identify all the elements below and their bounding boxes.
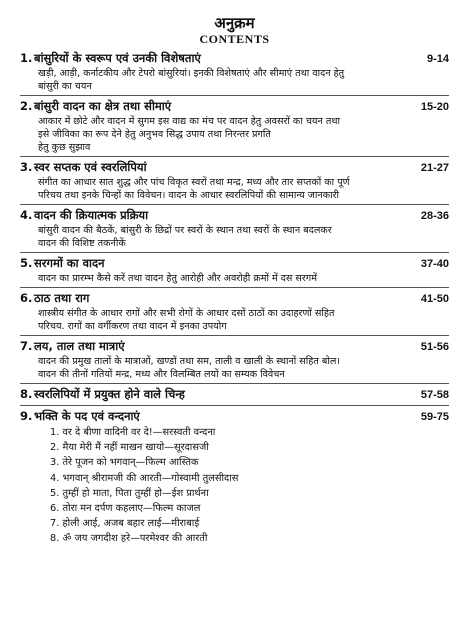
section-page-range: 28-36: [420, 210, 449, 222]
section-title: बांसुरियों के स्वरूप एवं उनकी विशेषताएं: [34, 51, 201, 65]
section-number: 8.: [20, 387, 33, 401]
section-number: 5.: [20, 256, 33, 270]
section-description: [20, 307, 449, 333]
toc-section: [20, 160, 449, 205]
toc-section-heading: [20, 256, 449, 272]
toc-section-heading: [20, 291, 449, 307]
description-line: वादन का प्रारम्भ कैसे करें तथा वादन हेतु आरोही और अवरोही क्रमों में दस सरगमें: [38, 273, 317, 284]
section-page-range: 59-75: [420, 411, 449, 423]
toc-section: [20, 51, 449, 96]
song-item: 8. ॐ जय जगदीश हरे—परमेश्वर की आरती: [50, 533, 208, 545]
description-line: वादन की प्रमुख तालों के मात्राओं, खण्डों तथा सम, ताली व खाली के स्थानों सहित बोल।: [38, 356, 340, 367]
toc-section: [20, 409, 449, 549]
description-line: परिचय. रागों का वर्गीकरण तथा वादन में इनका उपयोग: [38, 321, 227, 332]
description-line: वादन की विशिष्ट तकनीकें: [38, 238, 126, 249]
description-line: संगीत का आधार सात शुद्ध और पांच विकृत स्वरों तथा मन्द्र, मध्य और तार सप्तकों का पूर्ण: [38, 177, 350, 188]
description-line: हेतु कुछ सुझाव: [38, 142, 91, 153]
toc-list: [20, 51, 449, 549]
section-page-range: 51-56: [420, 341, 449, 353]
toc-section-heading: [20, 99, 449, 115]
description-line: वादन की तीनों गतियों मन्द्र, मध्य और विलम्बित लयों का सम्यक विवेचन: [38, 369, 285, 380]
song-item: 1. वर दे बीणा वादिनी वर दे!—सरस्वती वन्दना: [50, 427, 216, 438]
section-title: वादन की क्रियात्मक प्रक्रिया: [34, 208, 149, 222]
toc-section-heading: [20, 160, 449, 176]
section-page-range: 21-27: [420, 162, 449, 174]
section-title: स्वर सप्तक एवं स्वरलिपियां: [34, 160, 147, 174]
section-description: [20, 176, 449, 202]
section-number: 2.: [20, 99, 33, 113]
song-item: 7. होली आई, अजब बहार लाई—मीराबाई: [50, 518, 200, 530]
section-page-range: 15-20: [420, 101, 449, 113]
song-item: 4. भगवान् श्रीरामजी की आरती—गोस्वामी तुलसीदास: [50, 472, 239, 484]
title-english: CONTENTS: [199, 32, 270, 46]
toc-section-heading: [20, 387, 449, 403]
toc-section: [20, 387, 449, 406]
song-list: [20, 425, 449, 547]
description-line: परिचय तथा इनके चिन्हों का विवेचन। वादन के आधार स्वरलिपियों की सामान्य जानकारी: [38, 190, 339, 201]
description-line: खड़ी, आड़ी, कर्नाटकीय और टेपरो बांसुरियां। इनकी विशेषताएं और सीमाएं तथा वादन हेतु: [38, 68, 345, 79]
section-description: [20, 355, 449, 381]
section-page-range: 9-14: [426, 53, 449, 65]
section-description: [20, 115, 449, 154]
section-number: 7.: [20, 339, 33, 353]
toc-section-heading: [20, 409, 449, 425]
song-item: 6. तोरा मन दर्पण कहलाए—फिल्म काजल: [50, 503, 201, 515]
song-item: 2. मैया मेरी मैं नहीं माखन खायो—सूरदासजी: [50, 442, 209, 454]
description-line: बांसुरी वादन की बैठकें, बांसुरी के छिद्रों पर स्वरों के स्थान तथा स्वरों के स्थान बदलकर: [38, 225, 332, 236]
toc-section-heading: [20, 339, 449, 355]
section-number: 9.: [20, 409, 33, 423]
description-line: आकार में छोटे और वादन में सुगम इस वाद्य का मंच पर वादन हेतु अवसरों का चयन तथा: [38, 116, 340, 127]
song-item: 3. तेरे पूजन को भगवान्—फिल्म आस्तिक: [50, 457, 199, 469]
section-title: बांसुरी वादन का क्षेत्र तथा सीमाएं: [34, 99, 172, 113]
toc-section-heading: [20, 51, 449, 67]
section-title: ठाठ तथा राग: [34, 291, 90, 305]
toc-section: [20, 208, 449, 253]
section-page-range: 37-40: [420, 258, 449, 270]
description-line: इसे जीविका का रूप देने हेतु अनुभव सिद्ध उपाय तथा निरन्तर प्रगति: [38, 129, 271, 140]
page-header: [20, 14, 449, 47]
section-description: [20, 272, 449, 285]
section-number: 3.: [20, 160, 33, 174]
toc-section: [20, 256, 449, 288]
toc-section: [20, 99, 449, 157]
section-description: [20, 67, 449, 93]
toc-section-heading: [20, 208, 449, 224]
section-title: स्वरलिपियों में प्रयुक्त होने वाले चिन्ह: [34, 387, 185, 401]
section-title: सरगमों का वादन: [34, 256, 105, 270]
section-title: लय, ताल तथा मात्राएं: [34, 339, 125, 353]
description-line: बांसुरी का चयन: [38, 81, 92, 92]
section-title: भक्ति के पद एवं वन्दनाएं: [34, 409, 140, 423]
description-line: शास्त्रीय संगीत के आधार रागों और सभी रोगों के आधार दसों ठाठों का उदाहरणों सहित: [38, 308, 335, 319]
section-number: 4.: [20, 208, 33, 222]
title-hindi: अनुक्रम: [214, 14, 255, 32]
toc-section: [20, 291, 449, 336]
section-page-range: 57-58: [420, 389, 449, 401]
section-number: 6.: [20, 291, 33, 305]
toc-section: [20, 339, 449, 384]
section-page-range: 41-50: [420, 293, 449, 305]
song-item: 5. तुम्हीं हो माता, पिता तुम्हीं हो—ईश प्रार्थना: [50, 487, 209, 499]
section-description: [20, 224, 449, 250]
section-number: 1.: [20, 51, 33, 65]
